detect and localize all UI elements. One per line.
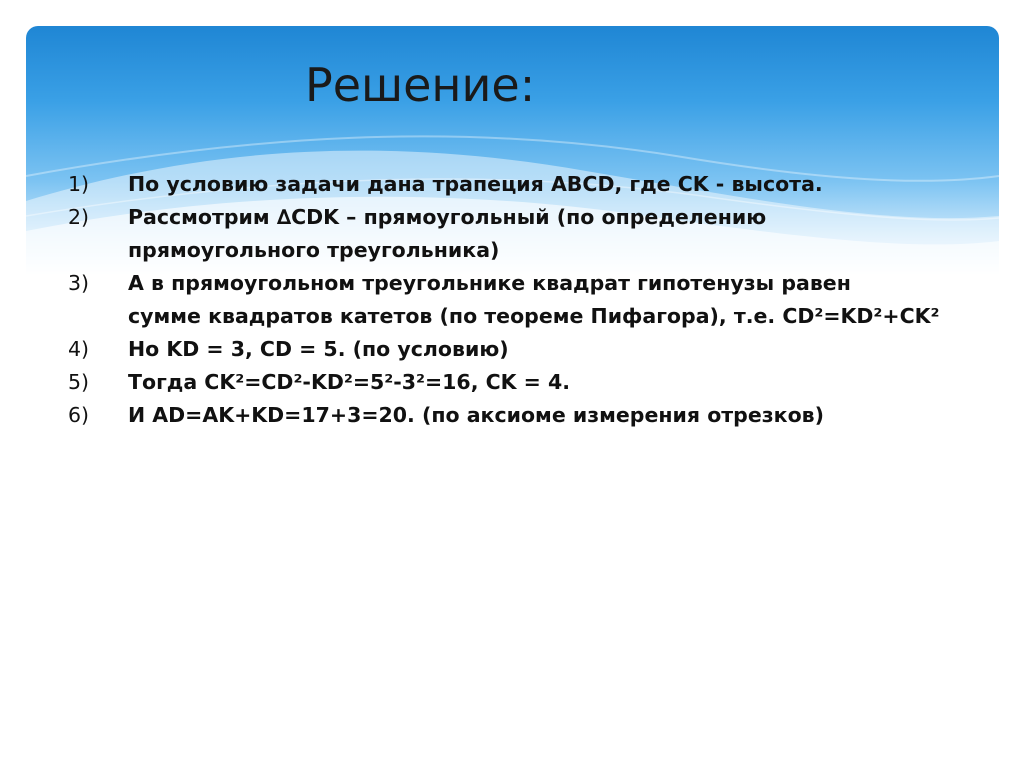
list-item bbox=[68, 366, 983, 399]
list-item bbox=[68, 399, 983, 432]
item-text bbox=[128, 201, 983, 267]
item-text-line: Рассмотрим ∆CDK – прямоугольный (по определению bbox=[128, 205, 767, 229]
list-item bbox=[68, 333, 983, 366]
solution-list bbox=[68, 168, 983, 432]
item-text-line: Но KD = 3, CD = 5. (по условию) bbox=[128, 337, 509, 361]
list-item bbox=[68, 168, 983, 201]
item-text-line: прямоугольного треугольника) bbox=[128, 238, 500, 262]
item-number: 3) bbox=[68, 271, 90, 295]
item-number: 4) bbox=[68, 337, 90, 361]
item-text-line: Тогда CK²=CD²-KD²=5²-3²=16, CK = 4. bbox=[128, 370, 571, 394]
item-number: 5) bbox=[68, 370, 90, 394]
item-text bbox=[128, 366, 983, 399]
item-text-line: И AD=AK+KD=17+3=20. (по аксиоме измерения отрезков) bbox=[128, 403, 824, 427]
item-number: 1) bbox=[68, 172, 90, 196]
slide-title: Решение: bbox=[305, 58, 536, 112]
item-text-line: А в прямоугольном треугольнике квадрат гипотенузы равен bbox=[128, 271, 851, 295]
item-text-line: По условию задачи дана трапеция ABCD, где CK - высота. bbox=[128, 172, 823, 196]
item-number: 6) bbox=[68, 403, 90, 427]
item-number: 2) bbox=[68, 205, 90, 229]
list-item bbox=[68, 201, 983, 267]
item-text bbox=[128, 333, 983, 366]
item-text bbox=[128, 267, 983, 333]
list-item bbox=[68, 267, 983, 333]
item-text-line: сумме квадратов катетов (по теореме Пифагора), т.е. CD²=KD²+CK² bbox=[128, 304, 940, 328]
item-text bbox=[128, 168, 983, 201]
item-text bbox=[128, 399, 983, 432]
